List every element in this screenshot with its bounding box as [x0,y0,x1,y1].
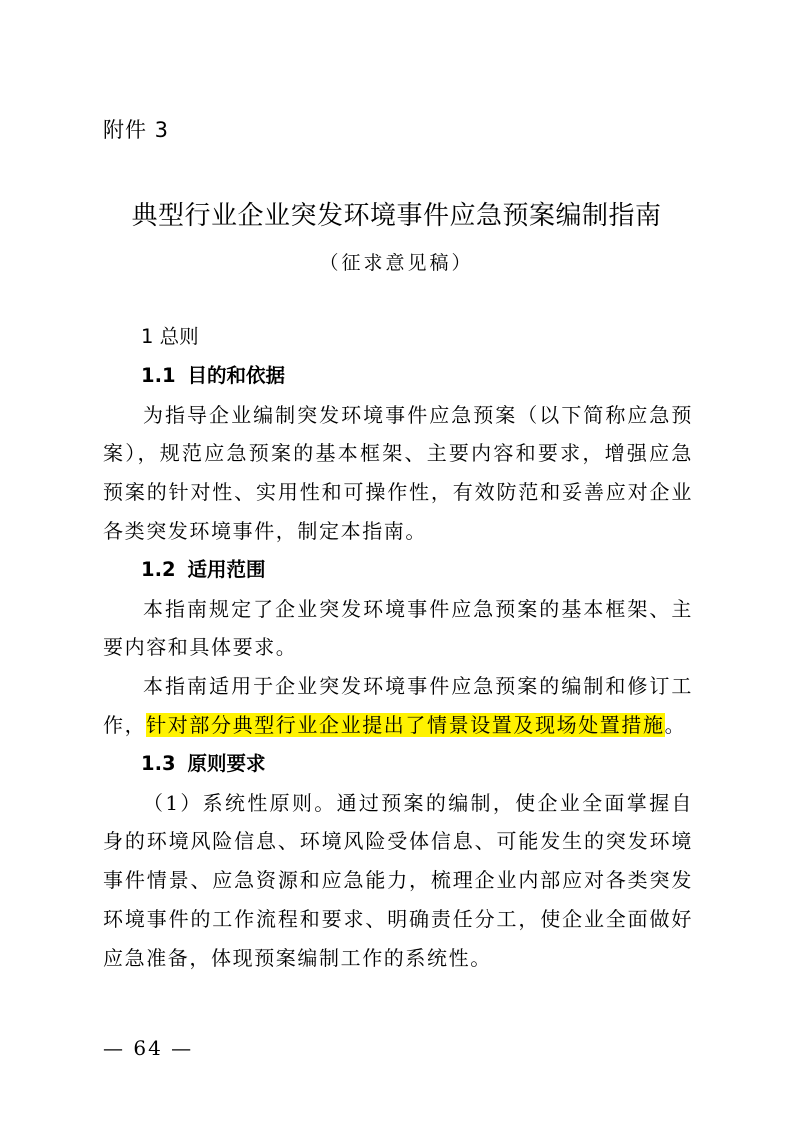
subsection-number: 1.3 [141,751,176,775]
paragraph-purpose: 为指导企业编制突发环境事件应急预案（以下简称应急预案），规范应急预案的基本框架、主要内容和要求，增强应急预案的针对性、实用性和可操作性，有效防范和妥善应对企业各类突发环境事件，制定本指南。 [103,402,693,543]
subsection-title: 原则要求 [187,751,266,775]
subsection-number: 1.1 [141,363,176,387]
subsection-heading-1-2 [103,551,693,590]
scope-text: 本指南适用于企业突发环境事件应急预案的编制和修订工作， [103,674,693,737]
document-body [103,318,693,978]
highlighted-text: 针对部分典型行业企业提出了情景设置及现场处置措施 [146,712,665,737]
section-heading-general: 1 总则 [141,325,199,348]
paragraph-scope-1: 本指南规定了企业突发环境事件应急预案的基本框架、主要内容和具体要求。 [103,596,693,660]
attachment-label: 附件 3 [103,118,170,142]
paragraph-principles: （1）系统性原则。通过预案的编制，使企业全面掌握自身的环境风险信息、环境风险受体信息、可能发生的突发环境事件情景、应急资源和应急能力，梳理企业内部应对各类突发环境事件的工作流程和要求、明确责任分工，使企业全面做好应急准备，体现预案编制工作的系统性。 [103,790,693,970]
subsection-number: 1.2 [141,557,176,581]
subsection-title: 目的和依据 [187,363,286,387]
subsection-title: 适用范围 [187,557,266,581]
scope-text-end: 。 [664,712,687,737]
subsection-heading-1-3 [103,745,693,784]
document-subtitle: （征求意见稿） [319,252,474,274]
page-number: — 64 — [103,1036,194,1060]
subsection-heading-1-1 [103,357,693,396]
paragraph-scope-2 [103,667,693,745]
document-title: 典型行业企业突发环境事件应急预案编制指南 [131,201,662,231]
